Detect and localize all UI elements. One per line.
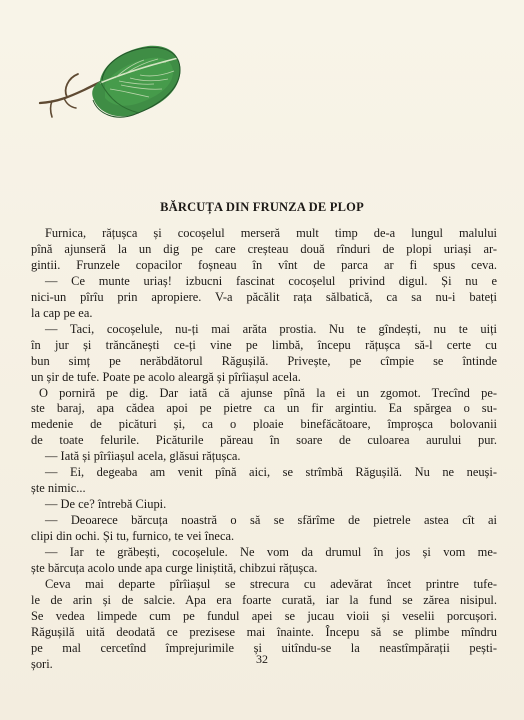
story-line-23: Ceva mai departe pîrîiașul se strecura cu adevărat încet printre tufe- <box>45 576 497 591</box>
story-line-17: ște nimic... <box>31 481 86 496</box>
story-line-13: medenie de picături și, ca o ploaie binefăcătoare, împroșca bolovanii <box>31 417 497 432</box>
story-line-10: un șir de tufe. Poate pe acolo aleargă și pîrîiașul acela. <box>31 369 301 384</box>
story-line-9: bun simț pe nerăbdătorul Răgușilă. Privește, pe cîmpie se întinde <box>31 353 497 368</box>
story-line-20: clipi din ochi. Și tu, furnico, te vei îneca. <box>31 529 235 544</box>
story-line-11: O porniră pe dig. Dar iată că ajunse pînă la ei un zgomot. Trecînd pe- <box>39 385 497 400</box>
story-line-27: pe mal cercetînd împrejurimile și uitîndu-se la neastîmpărații pești- <box>31 640 497 655</box>
story-title: BĂRCUȚA DIN FRUNZA DE PLOP <box>160 200 364 214</box>
story-line-22: ște bărcuța acolo unde apa curge liniștită, chibzui rățușca. <box>31 561 318 576</box>
story-line-26: Răgușilă uită deodată ce prezisese mai înainte. Începu să se plimbe mîndru <box>31 624 497 639</box>
story-line-6: la cap pe ea. <box>31 305 93 320</box>
story-line-2: pînă ajunseră la un dig pe care creșteau două rînduri de plopi uriași ar- <box>31 241 497 256</box>
story-line-19: — Deoarece bărcuța noastră o să se sfărîme de pietrele astea cît ai <box>45 513 497 528</box>
story-line-12: ste baraj, apa cădea apoi pe pietre ca un fir argintiu. Ea spărgea o su- <box>31 401 497 416</box>
story-line-1: Furnica, rățușca și cocoșelul merseră mult timp de-a lungul malului <box>45 226 497 240</box>
story-line-16: — Ei, degeaba am venit pînă aici, se strîmbă Răgușilă. Nu ne neuși- <box>45 465 497 480</box>
poplar-leaf-illustration <box>32 40 187 125</box>
story-line-18: — De ce? întrebă Ciupi. <box>45 497 167 512</box>
story-line-28: șori. <box>31 656 53 671</box>
story-line-3: gintii. Frunzele copacilor foșneau în vînt de parca ar fi spus ceva. <box>31 257 497 272</box>
story-line-5: nici-un pîrîu prin apropiere. V-a păcălit rața sălbatică, ca sa nu-i bateți <box>31 289 497 304</box>
story-line-7: — Taci, cocoșelule, nu-ți mai arăta prostia. Nu te gîndești, nu te uiți <box>45 321 497 336</box>
story-line-4: — Ce munte uriaș! izbucni fascinat cocoșelul privind digul. Și nu e <box>45 273 497 288</box>
story-line-25: Se vedea limpede cum pe fundul apei se jucau vioii și veselii porcușori. <box>31 608 497 623</box>
story-line-15: — Iată și pîrîiașul acela, glăsui rățușca. <box>45 449 241 464</box>
story-line-24: le de arin și de salcie. Apa era foarte curată, iar la fund se zărea nisipul. <box>31 592 497 607</box>
story-line-8: în jur și trăncănești ce-ți vine pe limbă, începu rățușca să-l certe cu <box>31 337 497 352</box>
story-line-14: de toate felurile. Picăturile păreau în soare de culoarea aurului pur. <box>31 433 497 448</box>
story-text <box>31 226 497 673</box>
page-number: 32 <box>256 652 268 666</box>
story-line-21: — Iar te grăbești, cocoșelule. Ne vom da drumul în jos și vom me- <box>45 545 497 560</box>
